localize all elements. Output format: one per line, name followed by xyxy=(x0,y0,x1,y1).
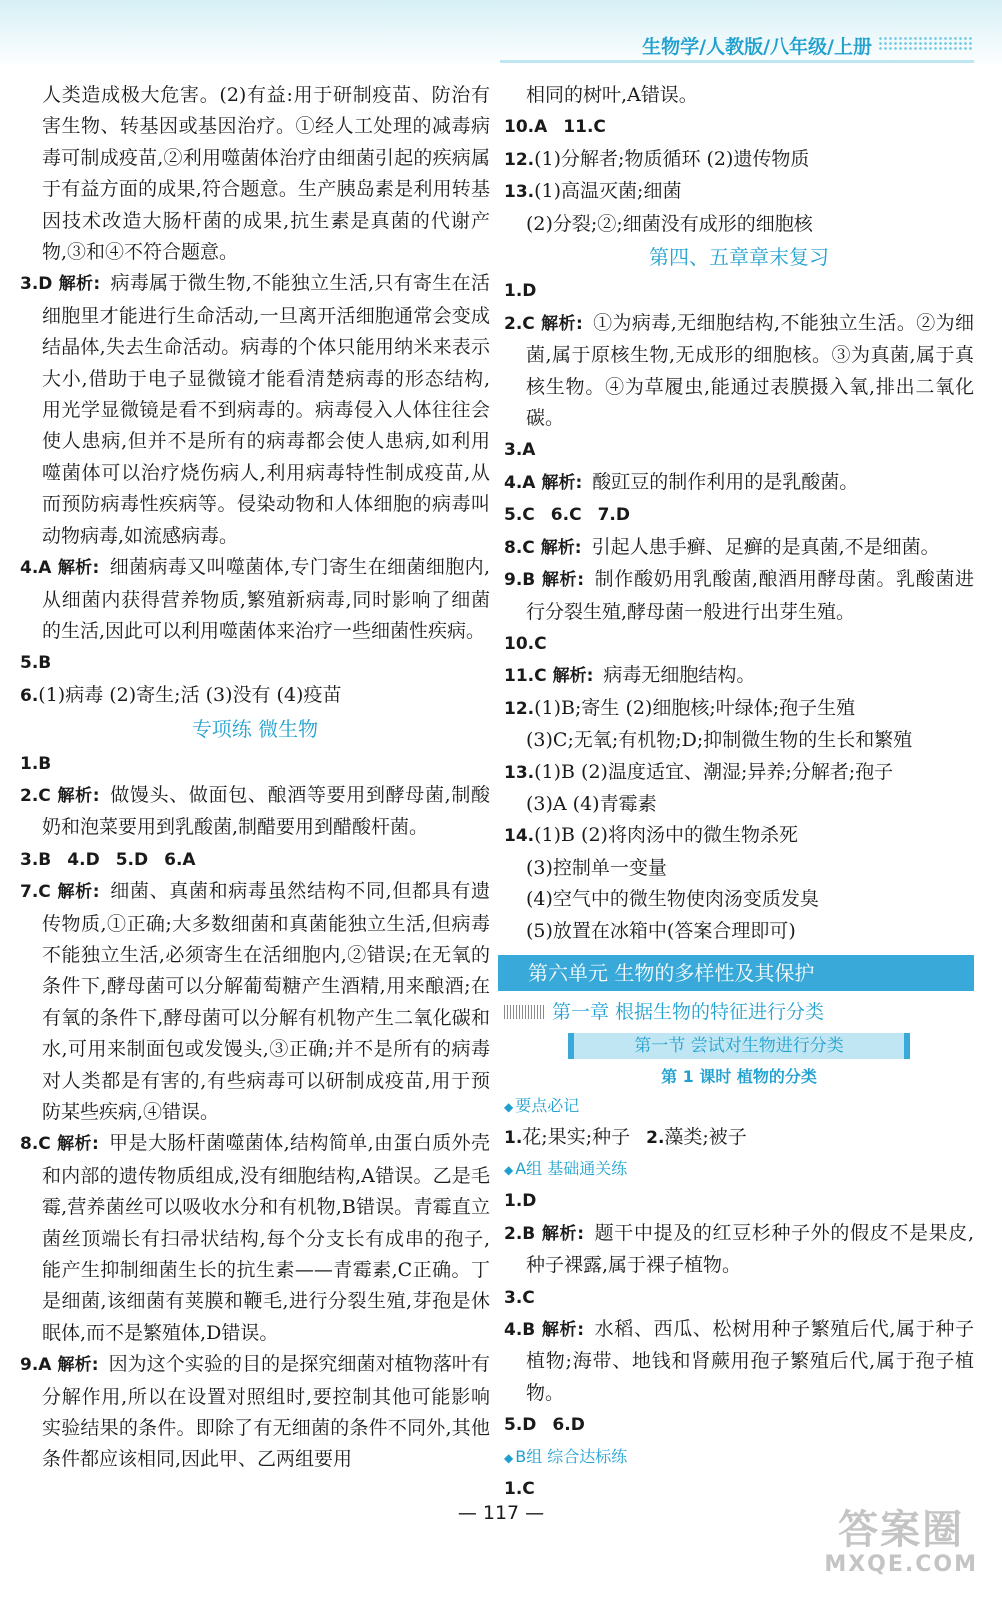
answer-item: 13.(1)B (2)温度适宜、潮湿;异养;分解者;孢子 xyxy=(504,760,894,783)
answer-item: 4.B 解析: 水稻、西瓜、松树用种子繁殖后代,属于种子植物;海带、地钱和肾蕨用孢子繁殖后代,属于孢子植物。 xyxy=(504,1318,974,1404)
answer-item: 8.C 解析: 引起人患手癣、足癣的是真菌,不是细菌。 xyxy=(504,535,940,558)
answer-item: 8.C 解析: 甲是大肠杆菌噬菌体,结构简单,由蛋白质外壳和内部的遗传物质组成,没有细胞结构,A错误。乙是毛霉,营养菌丝可以吸收水分和有机物,B错误。青霉直立菌丝顶端长有扫帚状结构,每个分支长有成串的孢子,能产生抑制细菌生长的抗生素——青霉素,C正确。丁是细菌,该细菌有荚膜和鞭毛,进行分裂生殖,芽孢是休眠体,而不是繁殖体,D错误。 xyxy=(20,1132,490,1344)
answer-item: 6.(1)病毒 (2)寄生;活 (3)没有 (4)疫苗 xyxy=(20,683,342,706)
answer-item: 5.D 6.D xyxy=(504,1415,585,1436)
answer-item: 12.(1)B;寄生 (2)细胞核;叶绿体;孢子生殖 xyxy=(504,696,856,719)
answer-item: 5.C 6.C 7.D xyxy=(504,505,630,526)
answer-item: 2.C 解析: ①为病毒,无细胞结构,不能独立生活。②为细菌,属于原核生物,无成形的细胞核。③为真菌,属于真核生物。④为草履虫,能通过表膜摄入氧,排出二氧化碳。 xyxy=(504,311,974,430)
diamond-icon: ◆ xyxy=(504,1099,514,1114)
key-points-tag: ◆ 要点必记 xyxy=(504,1095,580,1115)
answer-subline: (3)A (4)青霉素 xyxy=(526,792,657,815)
answer-paragraph: 相同的树叶,A错误。 xyxy=(526,84,698,106)
page-number: — 117 — xyxy=(457,1502,545,1524)
hatch-ornament xyxy=(504,1005,544,1019)
answer-item: 3.A xyxy=(504,440,536,461)
answer-item: 14.(1)B (2)将肉汤中的微生物杀死 xyxy=(504,824,798,847)
lesson-title: 第 1 课时 植物的分类 xyxy=(661,1066,817,1086)
header-dot-pattern xyxy=(878,36,974,52)
answer-subline: (2)分裂;②;细菌没有成形的细胞核 xyxy=(526,212,813,235)
unit-banner: 第六单元 生物的多样性及其保护 xyxy=(498,955,974,991)
answer-item: 4.A 解析: 细菌病毒又叫噬菌体,专门寄生在细菌细胞内,从细菌内获得营养物质,繁殖新病毒,同时影响了细菌的生活,因此可以利用噬菌体来治疗一些细菌性疾病。 xyxy=(20,556,490,642)
answer-item: 5.B xyxy=(20,653,52,674)
answer-item: 11.C 解析: 病毒无细胞结构。 xyxy=(504,664,756,687)
diamond-icon: ◆ xyxy=(504,1450,514,1465)
left-column xyxy=(20,80,490,1476)
answer-item: 3.B 4.D 5.D 6.A xyxy=(20,849,196,870)
answer-item: 1.花;果实;种子 2.藻类;被子 xyxy=(504,1125,747,1148)
section-title: 第四、五章章末复习 xyxy=(649,245,829,270)
answer-subline: (3)控制单一变量 xyxy=(526,856,667,879)
section-title: 专项练 微生物 xyxy=(191,717,319,742)
header-rule xyxy=(500,60,974,63)
answer-item: 12.(1)分解者;物质循环 (2)遗传物质 xyxy=(504,147,810,170)
answer-item: 2.C 解析: 做馒头、做面包、酿酒等要用到酵母菌,制酸奶和泡菜要用到乳酸菌,制醋要用到醋酸杆菌。 xyxy=(20,783,490,839)
answer-item: 4.A 解析: 酸豇豆的制作利用的是乳酸菌。 xyxy=(504,470,859,493)
answer-item: 3.D 解析: 病毒属于微生物,不能独立生活,只有寄生在活细胞里才能进行生命活动,一旦离开活细胞通常会变成结晶体,失去生命活动。病毒的个体只能用纳米来表示大小,借助于电子显微镜才能看清楚病毒的形态结构,用光学显微镜是看不到病毒的。病毒侵入人体往往会使人患病,但并不是所有的病毒都会使人患病,如利用噬菌体可以治疗烧伤病人,利用病毒特性制成疫苗,从而预防病毒性疾病等。侵染动物和人体细胞的病毒叫动物病毒,如流感病毒。 xyxy=(20,272,490,547)
diamond-icon: ◆ xyxy=(504,1163,514,1178)
answer-subline: (3)C;无氧;有机物;D;抑制微生物的生长和繁殖 xyxy=(526,729,913,752)
answer-item: 9.A 解析: 因为这个实验的目的是探究细菌对植物落叶有分解作用,所以在设置对照组时,要控制其他可能影响实验结果的条件。即除了有无细菌的条件不同外,其他条件都应该相同,因此甲、乙两组要用 xyxy=(20,1353,490,1471)
right-column xyxy=(504,80,974,1505)
group-b-tag: ◆ B组 综合达标练 xyxy=(504,1446,628,1466)
answer-item: 1.D xyxy=(504,1191,537,1212)
answer-item: 10.C xyxy=(504,633,547,654)
book-title: 生物学/人教版/八年级/上册 xyxy=(642,36,872,58)
group-a-tag: ◆ A组 基础通关练 xyxy=(504,1159,628,1179)
answer-item: 7.C 解析: 细菌、真菌和病毒虽然结构不同,但都具有遗传物质,①正确;大多数细菌和真菌能独立生活,但病毒不能独立生活,必须寄生在活细胞内,②错误;在无氧的条件下,酵母菌可以分解葡萄糖产生酒精,用来酿酒;在有氧的条件下,酵母菌可以分解有机物产生二氧化碳和水,可用来制面包或发馒头,③正确;并不是所有的病毒对人类都是有害的,有些病毒可以研制成疫苗,用于预防某些疾病,④错误。 xyxy=(20,880,490,1123)
answer-item: 1.D xyxy=(504,281,537,302)
answer-item: 10.A 11.C xyxy=(504,117,606,138)
chapter-heading: 第一章 根据生物的特征进行分类 xyxy=(504,995,974,1029)
answer-paragraph: 人类造成极大危害。(2)有益:用于研制疫苗、防治有害生物、转基因或基因治疗。①经人工处理的减毒病毒可制成疫苗,②利用噬菌体治疗由细菌引起的疾病属于有益方面的成果,符合题意。生产胰岛素是利用转基因技术改造大肠杆菌的成果,抗生素是真菌的代谢产物,③和④不符合题意。 xyxy=(42,84,490,264)
answer-item: 2.B 解析: 题干中提及的红豆杉种子外的假皮不是果皮,种子裸露,属于裸子植物。 xyxy=(504,1221,974,1277)
answer-subline: (5)放置在冰箱中(答案合理即可) xyxy=(526,919,796,942)
answer-item: 1.C xyxy=(504,1478,535,1499)
answer-item: 3.C xyxy=(504,1287,535,1308)
answer-item: 13.(1)高温灭菌;细菌 xyxy=(504,180,682,203)
answer-item: 1.B xyxy=(20,753,52,774)
watermark-logo: 答案圈 MXQE.COM xyxy=(824,1507,978,1577)
answer-item: 9.B 解析: 制作酸奶用乳酸菌,酿酒用酵母菌。乳酸菌进行分裂生殖,酵母菌一般进行出芽生殖。 xyxy=(504,568,974,623)
answer-subline: (4)空气中的微生物使肉汤变质发臭 xyxy=(526,888,819,911)
section-banner: 第一节 尝试对生物进行分类 xyxy=(568,1033,910,1059)
